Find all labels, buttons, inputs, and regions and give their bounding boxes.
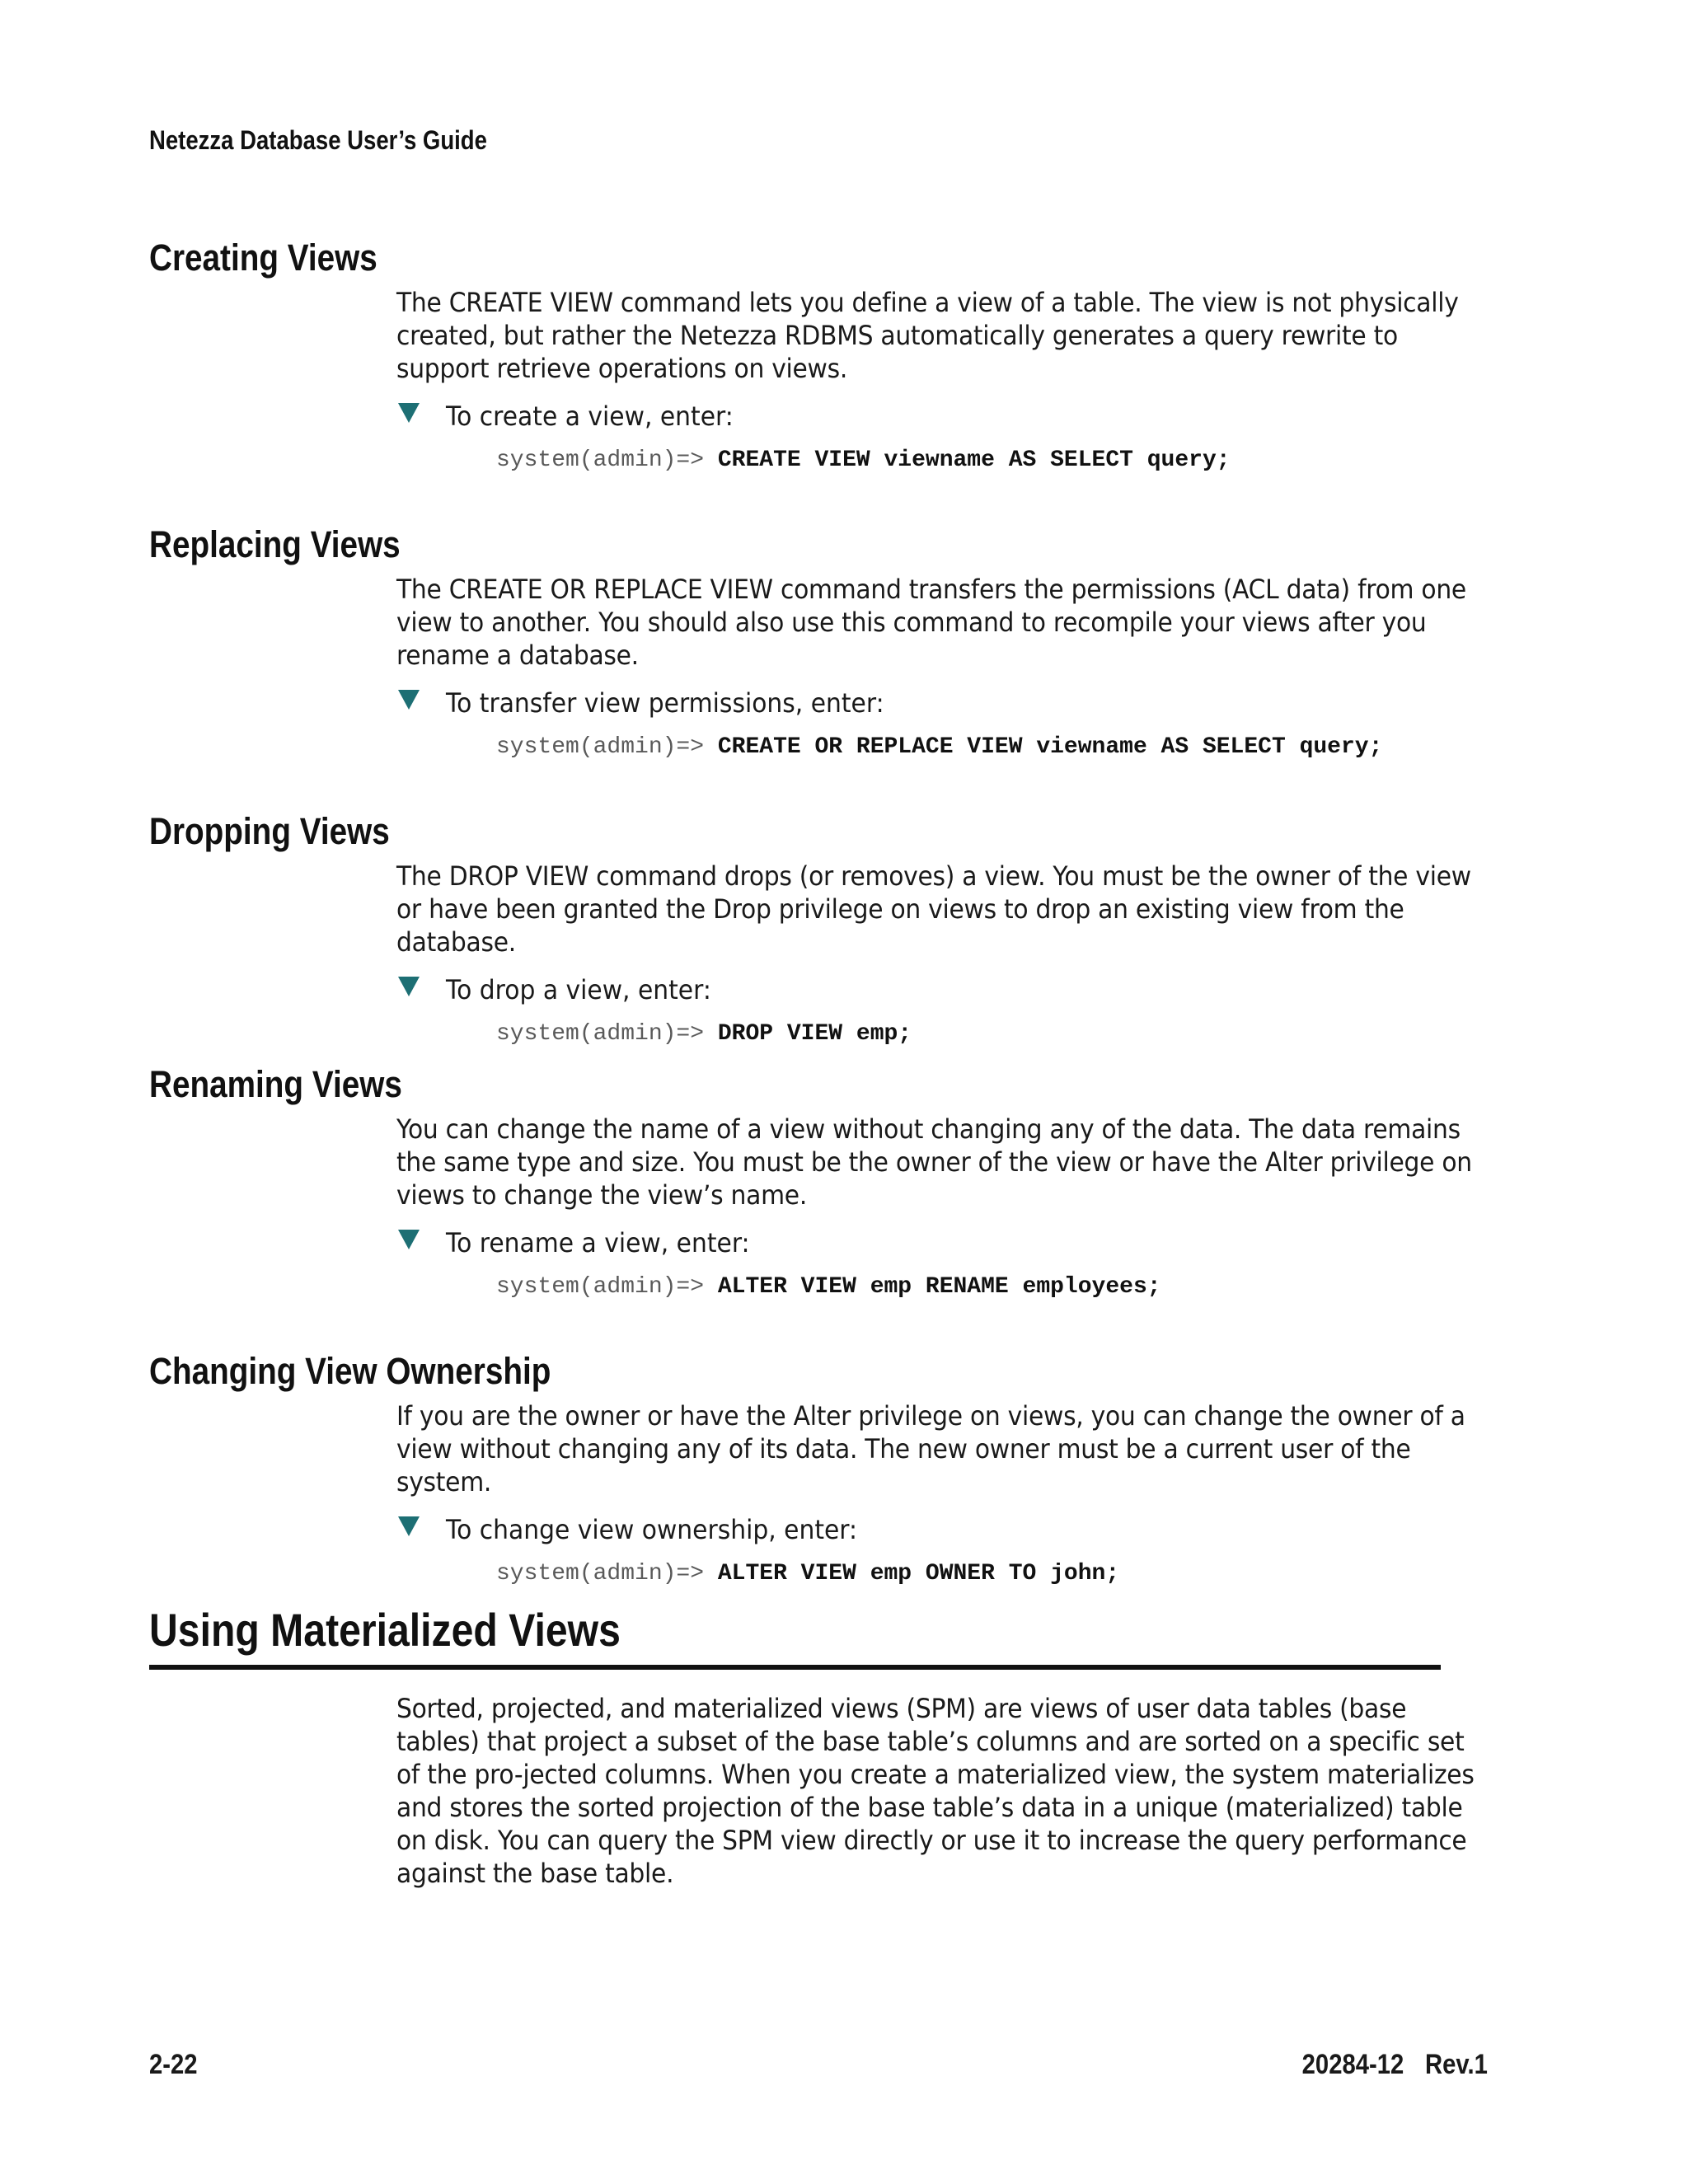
section-title: Changing View Ownership (149, 1350, 551, 1392)
section-body (396, 573, 1484, 762)
procedure-step (396, 973, 1484, 1006)
code-example (496, 733, 1484, 762)
section-body (396, 1113, 1484, 1302)
section-dropping-views (149, 810, 1501, 1049)
down-triangle-icon (398, 977, 420, 996)
step-text: To create a view, enter: (446, 401, 734, 432)
running-header-title: Netezza Database User’s Guide (149, 125, 487, 155)
section-title: Creating Views (149, 237, 377, 279)
chapter-divider (149, 1665, 1441, 1670)
step-text: To change view ownership, enter: (446, 1514, 858, 1545)
section-title: Replacing Views (149, 523, 401, 565)
procedure-step (396, 1226, 1484, 1259)
document-id (1302, 2049, 1488, 2081)
step-text: To transfer view permissions, enter: (446, 687, 884, 719)
section-paragraph: If you are the owner or have the Alter privilege on views, you can change the owner of a view without changing any of its data. The new owner must be a current user of the system. (396, 1400, 1465, 1497)
procedure-step (396, 687, 1484, 719)
section-changing-view-ownership (149, 1350, 1501, 1589)
down-triangle-icon (398, 403, 420, 423)
code-example (496, 1272, 1484, 1302)
section-paragraph: The CREATE VIEW command lets you define a view of a table. The view is not physically created, but rather the Netezza RDBMS automatically generates a query rewrite to support retrieve operations on views. (396, 287, 1459, 384)
code-prompt: system(admin)=> (496, 1561, 705, 1586)
section-body (396, 860, 1484, 1049)
code-prompt: system(admin)=> (496, 1021, 705, 1047)
chapter-body (396, 1692, 1501, 1890)
page-number: 2-22 (149, 2049, 198, 2080)
section-body (396, 286, 1484, 476)
document-number: 20284-12 (1301, 2049, 1404, 2080)
code-prompt: system(admin)=> (496, 1274, 705, 1300)
code-example (496, 1019, 1484, 1049)
section-paragraph: The CREATE OR REPLACE VIEW command transfers the permissions (ACL data) from one view to another. You should also use this command to recompile your views after you rename a database. (396, 574, 1466, 671)
code-command: CREATE OR REPLACE VIEW viewname AS SELECT query; (717, 734, 1383, 760)
code-command: ALTER VIEW emp OWNER TO john; (717, 1561, 1120, 1586)
chapter-title: Using Materialized Views (149, 1604, 621, 1656)
chapter-paragraph: Sorted, projected, and materialized views (SPM) are views of user data tables (base tables) that project a subset of the base table’s columns and are sorted on a specific set of the pro-jected columns. When you create a materialized view, the system materializes and stores the sorted projection of the base table’s data in a unique (materialized) table on disk. You can query the SPM view directly or use it to increase the query performance against the base table. (396, 1693, 1475, 1889)
code-example (496, 446, 1484, 476)
down-triangle-icon (398, 1516, 420, 1536)
section-body (396, 1399, 1484, 1589)
section-paragraph: You can change the name of a view without changing any of the data. The data remains the same type and size. You must be the owner of the view or have the Alter privilege on views to change the view’s name. (396, 1113, 1472, 1211)
code-command: CREATE VIEW viewname AS SELECT query; (717, 448, 1231, 473)
down-triangle-icon (398, 1230, 420, 1249)
procedure-step (396, 400, 1484, 433)
section-title: Dropping Views (149, 810, 390, 852)
section-replacing-views (149, 523, 1501, 762)
step-text: To drop a view, enter: (446, 974, 711, 1005)
code-prompt: system(admin)=> (496, 734, 705, 760)
code-command: ALTER VIEW emp RENAME employees; (717, 1274, 1161, 1300)
step-text: To rename a view, enter: (446, 1227, 750, 1258)
section-creating-views (149, 237, 1501, 476)
code-example (496, 1559, 1484, 1589)
down-triangle-icon (398, 690, 420, 710)
section-renaming-views (149, 1063, 1501, 1302)
code-command: DROP VIEW emp; (717, 1021, 912, 1047)
revision-label: Rev.1 (1425, 2049, 1488, 2080)
procedure-step (396, 1513, 1484, 1546)
section-paragraph: The DROP VIEW command drops (or removes) a view. You must be the owner of the view or have been granted the Drop privilege on views to drop an existing view from the database. (396, 860, 1471, 958)
section-title: Renaming Views (149, 1063, 402, 1105)
code-prompt: system(admin)=> (496, 448, 705, 473)
